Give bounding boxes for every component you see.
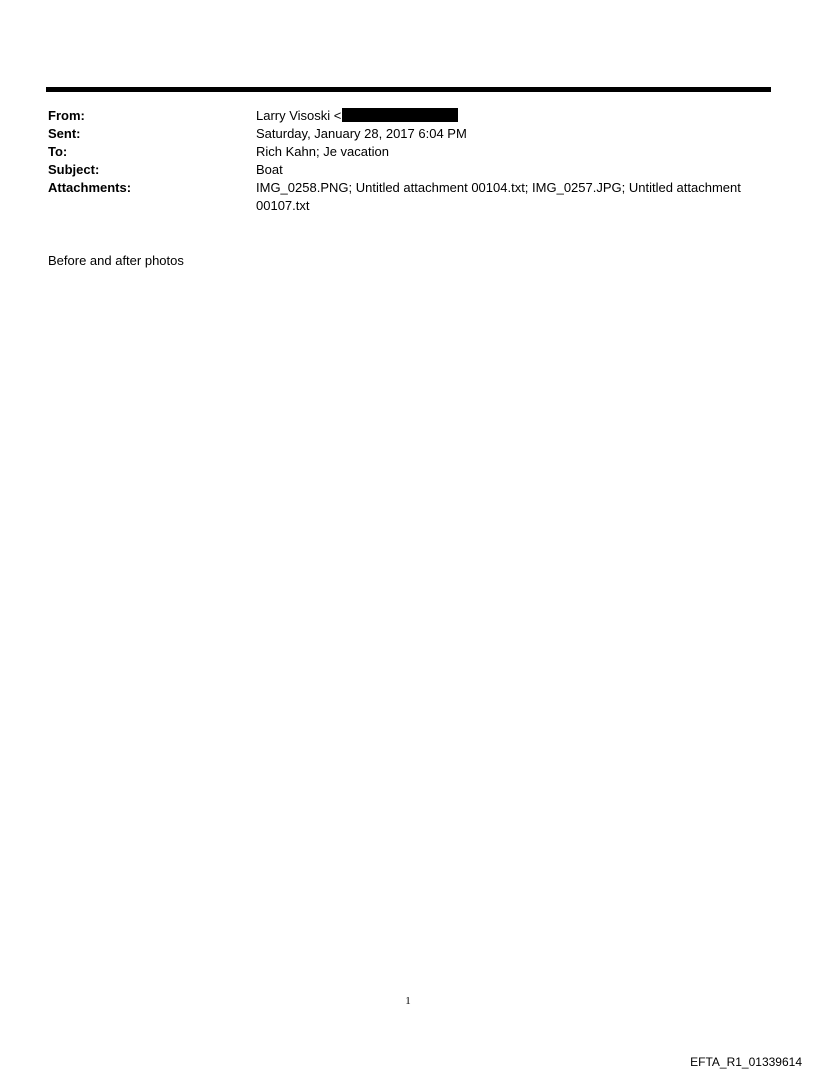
email-header xyxy=(48,107,768,215)
to-row xyxy=(48,143,768,161)
redaction-box xyxy=(342,108,458,122)
email-body-text: Before and after photos xyxy=(48,253,184,268)
sent-row xyxy=(48,125,768,143)
page-number: 1 xyxy=(405,995,411,1007)
to-label: To: xyxy=(48,144,68,159)
from-label: From: xyxy=(48,108,85,123)
subject-row xyxy=(48,161,768,179)
bates-number: EFTA_R1_01339614 xyxy=(690,1055,802,1069)
to-value: Rich Kahn; Je vacation xyxy=(256,144,389,159)
header-rule xyxy=(46,87,771,92)
subject-label: Subject: xyxy=(48,162,100,177)
from-row xyxy=(48,107,768,125)
from-value xyxy=(256,107,768,125)
attachments-row xyxy=(48,179,768,215)
sent-value: Saturday, January 28, 2017 6:04 PM xyxy=(256,126,467,141)
attachments-label: Attachments: xyxy=(48,180,132,195)
sender-name: Larry Visoski < xyxy=(256,108,342,123)
sent-label: Sent: xyxy=(48,126,81,141)
subject-value: Boat xyxy=(256,162,283,177)
attachments-value: IMG_0258.PNG; Untitled attachment 00104.txt; IMG_0257.JPG; Untitled attachment 00107.txt xyxy=(256,180,741,213)
